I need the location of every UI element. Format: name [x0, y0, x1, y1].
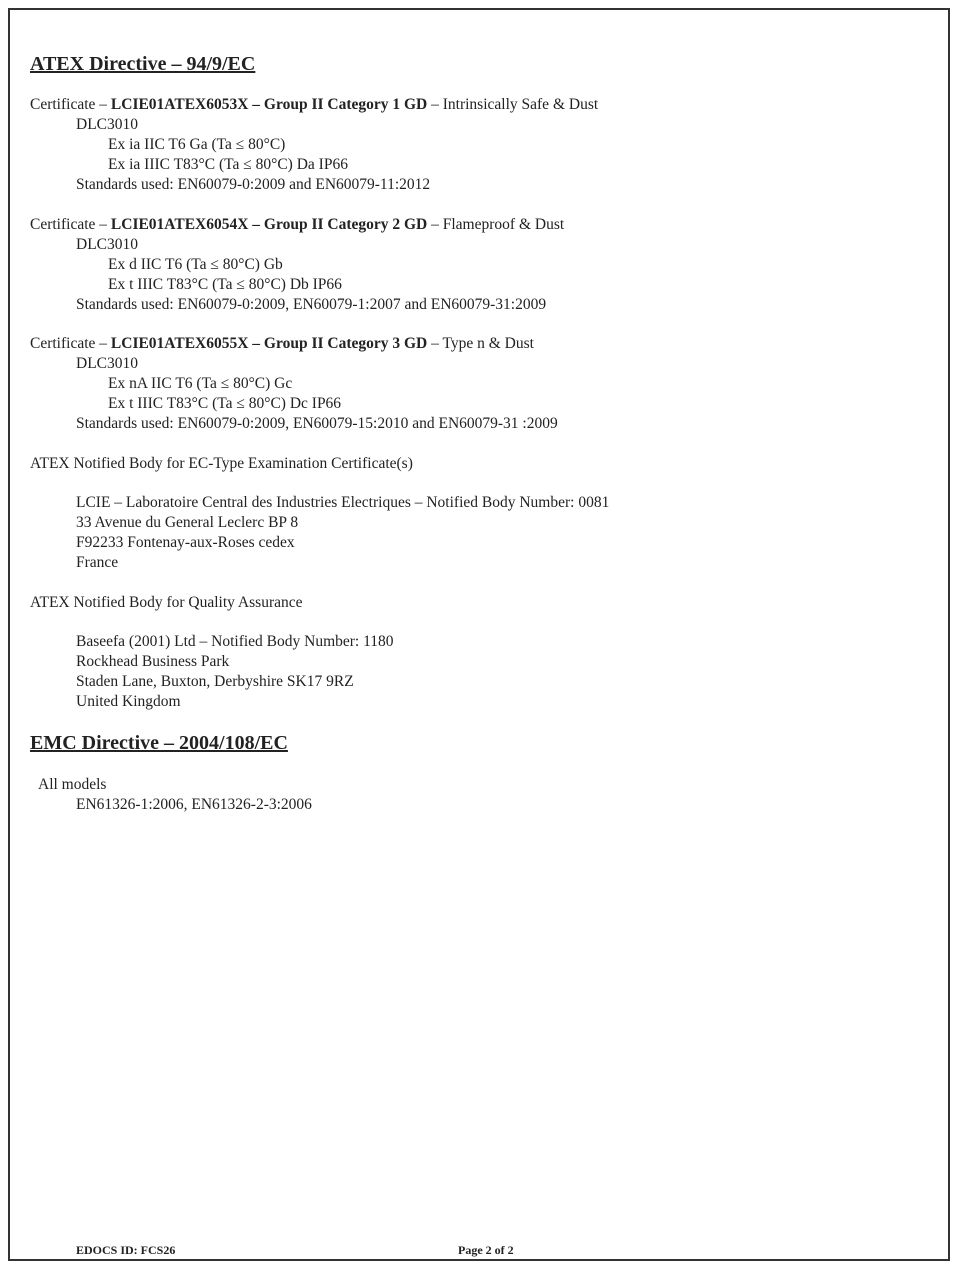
ec-type-notified-body-heading: ATEX Notified Body for EC-Type Examination Certificate(s): [30, 455, 413, 472]
page-number: Page 2 of 2: [458, 1243, 514, 1257]
qa-notified-body-address-line: Staden Lane, Buxton, Derbyshire SK17 9RZ: [76, 673, 354, 690]
certificate-number: LCIE01ATEX6053X – Group II Category 1 GD: [110, 96, 428, 113]
certificate-1-marking-gas: Ex ia IIC T6 Ga (Ta ≤ 80°C): [108, 136, 286, 153]
certificate-number: LCIE01ATEX6055X – Group II Category 3 GD: [110, 335, 428, 352]
qa-notified-body-country: United Kingdom: [76, 693, 181, 710]
qa-notified-body-heading: ATEX Notified Body for Quality Assurance: [30, 594, 303, 611]
ec-type-notified-body-name: LCIE – Laboratoire Central des Industries Electriques – Notified Body Number: 0081: [76, 494, 610, 511]
certificate-2-title: [30, 215, 564, 235]
certificate-3-marking-gas: Ex nA IIC T6 (Ta ≤ 80°C) Gc: [108, 375, 293, 392]
certificate-2-model: DLC3010: [76, 236, 138, 253]
certificate-2-marking-gas: Ex d IIC T6 (Ta ≤ 80°C) Gb: [108, 256, 283, 273]
ec-type-notified-body-address-line: F92233 Fontenay-aux-Roses cedex: [76, 534, 295, 551]
certificate-prefix: Certificate –: [30, 96, 111, 113]
atex-heading: ATEX Directive – 94/9/EC: [30, 53, 256, 75]
certificate-prefix: Certificate –: [30, 216, 111, 233]
certificate-3-title: [30, 334, 534, 354]
certificate-3-model: DLC3010: [76, 355, 138, 372]
qa-notified-body-name: Baseefa (2001) Ltd – Notified Body Number: 1180: [76, 633, 394, 650]
ec-type-notified-body-country: France: [76, 554, 119, 571]
certificate-number: LCIE01ATEX6054X – Group II Category 2 GD: [110, 216, 428, 233]
qa-notified-body-address-line: Rockhead Business Park: [76, 653, 230, 670]
certificate-3-marking-dust: Ex t IIIC T83°C (Ta ≤ 80°C) Dc IP66: [108, 395, 342, 412]
certificate-3-standards: Standards used: EN60079-0:2009, EN60079-15:2010 and EN60079-31 :2009: [76, 415, 558, 432]
protection-type: – Type n & Dust: [427, 335, 534, 352]
certificate-1-model: DLC3010: [76, 116, 138, 133]
edocs-id: EDOCS ID: FCS26: [76, 1243, 176, 1257]
certificate-1-title: [30, 95, 598, 115]
certificate-1-marking-dust: Ex ia IIIC T83°C (Ta ≤ 80°C) Da IP66: [108, 156, 348, 173]
emc-standards: EN61326-1:2006, EN61326-2-3:2006: [76, 796, 312, 813]
protection-type: – Intrinsically Safe & Dust: [427, 96, 599, 113]
ec-type-notified-body-address-line: 33 Avenue du General Leclerc BP 8: [76, 514, 299, 531]
certificate-1-standards: Standards used: EN60079-0:2009 and EN60079-11:2012: [76, 176, 431, 193]
certificate-prefix: Certificate –: [30, 335, 111, 352]
protection-type: – Flameproof & Dust: [427, 216, 565, 233]
certificate-2-marking-dust: Ex t IIIC T83°C (Ta ≤ 80°C) Db IP66: [108, 276, 342, 293]
emc-heading: EMC Directive – 2004/108/EC: [30, 732, 288, 754]
certificate-2-standards: Standards used: EN60079-0:2009, EN60079-1:2007 and EN60079-31:2009: [76, 296, 547, 313]
emc-models: All models: [38, 776, 107, 793]
